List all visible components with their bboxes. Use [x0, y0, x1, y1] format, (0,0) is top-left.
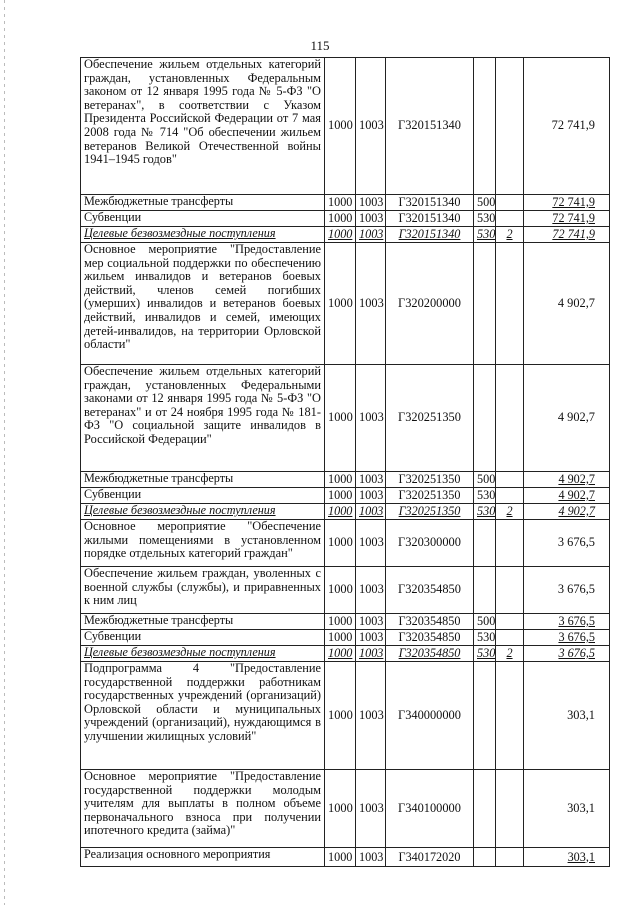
row-subsection: 1003: [356, 227, 386, 243]
row-section: 1000: [325, 227, 356, 243]
row-target-article: Г320251350: [386, 504, 474, 520]
row-target-article: Г320300000: [386, 520, 474, 567]
table-row: [81, 195, 610, 211]
row-amount: 72 741,9: [524, 211, 610, 227]
row-target-article: Г320354850: [386, 567, 474, 614]
row-name: Обеспечение жильем граждан, уволенных с военной службы (службы), и приравненных к ним лиц: [81, 567, 325, 614]
row-name: Межбюджетные трансферты: [81, 195, 325, 211]
row-expense-type: [474, 243, 496, 365]
row-section: 1000: [325, 472, 356, 488]
row-subsection: 1003: [356, 848, 386, 867]
row-expense-type: 530: [474, 630, 496, 646]
table-row: [81, 504, 610, 520]
row-amount: 3 676,5: [524, 567, 610, 614]
table-row: [81, 520, 610, 567]
row-section: 1000: [325, 567, 356, 614]
page-number: 115: [310, 38, 330, 53]
row-expense-type: [474, 770, 496, 848]
table-row: [81, 662, 610, 770]
row-target-article: Г320200000: [386, 243, 474, 365]
row-expense-type: [474, 567, 496, 614]
row-name: Реализация основного мероприятия: [81, 848, 325, 867]
row-amount: 72 741,9: [524, 58, 610, 195]
row-subsection: 1003: [356, 243, 386, 365]
row-name: Обеспечение жильем отдельных категорий граждан, установленных Федеральными законами от 12 января 1995 года № 5-ФЗ "О ветеранах" и от 24 ноября 1995 года № 181-ФЗ "О социальной защите инвалидов в Российской Федерации": [81, 365, 325, 472]
row-subsection: 1003: [356, 58, 386, 195]
table-row: [81, 630, 610, 646]
table-row: [81, 770, 610, 848]
row-expense-type: 500: [474, 195, 496, 211]
row-expense-type: 500: [474, 472, 496, 488]
row-amount: 72 741,9: [524, 195, 610, 211]
row-expense-type: [474, 848, 496, 867]
row-target-article: Г320354850: [386, 630, 474, 646]
row-expense-type: 530: [474, 504, 496, 520]
row-subsection: 1003: [356, 520, 386, 567]
row-section: 1000: [325, 365, 356, 472]
row-section: 1000: [325, 662, 356, 770]
row-section: 1000: [325, 195, 356, 211]
row-target-article: Г320151340: [386, 195, 474, 211]
row-name: Субвенции: [81, 630, 325, 646]
row-expense-type: [474, 365, 496, 472]
budget-table: [80, 57, 610, 867]
row-name: Основное мероприятие "Предоставление мер социальной поддержки по обеспечению жильем инвалидов и ветеранов боевых действий, членов семей погибших (умерших) инвалидов и ветеранов боевых действий, инвалидов и семей, имеющих детей-инвалидов, на территории Орловской области": [81, 243, 325, 365]
row-target-article: Г320151340: [386, 227, 474, 243]
row-subsection: 1003: [356, 211, 386, 227]
row-amount: 3 676,5: [524, 520, 610, 567]
row-source-code: [496, 567, 524, 614]
row-expense-type: [474, 58, 496, 195]
row-section: 1000: [325, 243, 356, 365]
row-name: Целевые безвозмездные поступления: [81, 646, 325, 662]
row-source-code: 2: [496, 504, 524, 520]
row-name: Субвенции: [81, 211, 325, 227]
row-subsection: 1003: [356, 472, 386, 488]
row-source-code: [496, 848, 524, 867]
row-source-code: [496, 365, 524, 472]
table-row: [81, 848, 610, 867]
row-target-article: Г320251350: [386, 488, 474, 504]
table-row: [81, 488, 610, 504]
row-section: 1000: [325, 848, 356, 867]
row-subsection: 1003: [356, 770, 386, 848]
table-row: [81, 365, 610, 472]
row-target-article: Г320251350: [386, 472, 474, 488]
table-body: [81, 58, 610, 867]
row-subsection: 1003: [356, 488, 386, 504]
row-expense-type: 530: [474, 227, 496, 243]
row-amount: 72 741,9: [524, 227, 610, 243]
row-source-code: [496, 630, 524, 646]
row-subsection: 1003: [356, 504, 386, 520]
row-source-code: [496, 662, 524, 770]
left-margin-line: [4, 0, 5, 905]
row-amount: 3 676,5: [524, 646, 610, 662]
row-section: 1000: [325, 520, 356, 567]
row-expense-type: [474, 520, 496, 567]
row-expense-type: 530: [474, 211, 496, 227]
row-source-code: [496, 472, 524, 488]
row-source-code: [496, 770, 524, 848]
row-name: Межбюджетные трансферты: [81, 614, 325, 630]
row-source-code: [496, 58, 524, 195]
row-section: 1000: [325, 770, 356, 848]
row-subsection: 1003: [356, 365, 386, 472]
row-name: Целевые безвозмездные поступления: [81, 227, 325, 243]
table-row: [81, 614, 610, 630]
row-amount: 3 676,5: [524, 614, 610, 630]
row-amount: 4 902,7: [524, 243, 610, 365]
row-source-code: [496, 614, 524, 630]
row-amount: 303,1: [524, 770, 610, 848]
row-expense-type: 530: [474, 488, 496, 504]
row-subsection: 1003: [356, 630, 386, 646]
row-expense-type: [474, 662, 496, 770]
row-source-code: [496, 243, 524, 365]
row-target-article: Г340000000: [386, 662, 474, 770]
row-section: 1000: [325, 646, 356, 662]
row-section: 1000: [325, 211, 356, 227]
row-amount: 4 902,7: [524, 365, 610, 472]
table-row: [81, 567, 610, 614]
row-amount: 4 902,7: [524, 472, 610, 488]
row-source-code: [496, 488, 524, 504]
row-target-article: Г320354850: [386, 614, 474, 630]
row-section: 1000: [325, 504, 356, 520]
row-target-article: Г320151340: [386, 58, 474, 195]
table-row: [81, 243, 610, 365]
row-amount: 303,1: [524, 662, 610, 770]
row-source-code: [496, 520, 524, 567]
row-name: Межбюджетные трансферты: [81, 472, 325, 488]
row-section: 1000: [325, 630, 356, 646]
row-name: Обеспечение жильем отдельных категорий граждан, установленных Федеральным законом от 12 января 1995 года № 5-ФЗ "О ветеранах", в соответствии с Указом Президента Российской Федерации от 7 мая 2008 года № 714 "Об обеспечении жильем ветеранов Великой Отечественной войны 1941–1945 годов": [81, 58, 325, 195]
row-target-article: Г340100000: [386, 770, 474, 848]
row-source-code: 2: [496, 646, 524, 662]
row-subsection: 1003: [356, 614, 386, 630]
row-name: Основное мероприятие "Обеспечение жилыми помещениями в установленном порядке отдельных категорий граждан": [81, 520, 325, 567]
row-name: Субвенции: [81, 488, 325, 504]
row-amount: 4 902,7: [524, 504, 610, 520]
row-target-article: Г340172020: [386, 848, 474, 867]
row-target-article: Г320354850: [386, 646, 474, 662]
row-name: Основное мероприятие "Предоставление государственной поддержки молодым учителям для выплаты в полном объеме первоначального взноса при получении ипотечного кредита (займа)": [81, 770, 325, 848]
row-name: Целевые безвозмездные поступления: [81, 504, 325, 520]
row-source-code: [496, 211, 524, 227]
row-name: Подпрограмма 4 "Предоставление государственной поддержки работникам государственных учреждений (организаций) Орловской области и муниципальных учреждений (организаций), нуждающимся в улучшении жилищных условий": [81, 662, 325, 770]
row-expense-type: 500: [474, 614, 496, 630]
row-section: 1000: [325, 488, 356, 504]
row-section: 1000: [325, 614, 356, 630]
row-target-article: Г320251350: [386, 365, 474, 472]
row-amount: 3 676,5: [524, 630, 610, 646]
table-row: [81, 227, 610, 243]
row-amount: 4 902,7: [524, 488, 610, 504]
row-section: 1000: [325, 58, 356, 195]
row-subsection: 1003: [356, 646, 386, 662]
row-subsection: 1003: [356, 567, 386, 614]
row-subsection: 1003: [356, 195, 386, 211]
row-amount: 303,1: [524, 848, 610, 867]
table-row: [81, 58, 610, 195]
row-source-code: 2: [496, 227, 524, 243]
table-row: [81, 646, 610, 662]
table-row: [81, 472, 610, 488]
table-row: [81, 211, 610, 227]
row-target-article: Г320151340: [386, 211, 474, 227]
row-source-code: [496, 195, 524, 211]
row-subsection: 1003: [356, 662, 386, 770]
row-expense-type: 530: [474, 646, 496, 662]
